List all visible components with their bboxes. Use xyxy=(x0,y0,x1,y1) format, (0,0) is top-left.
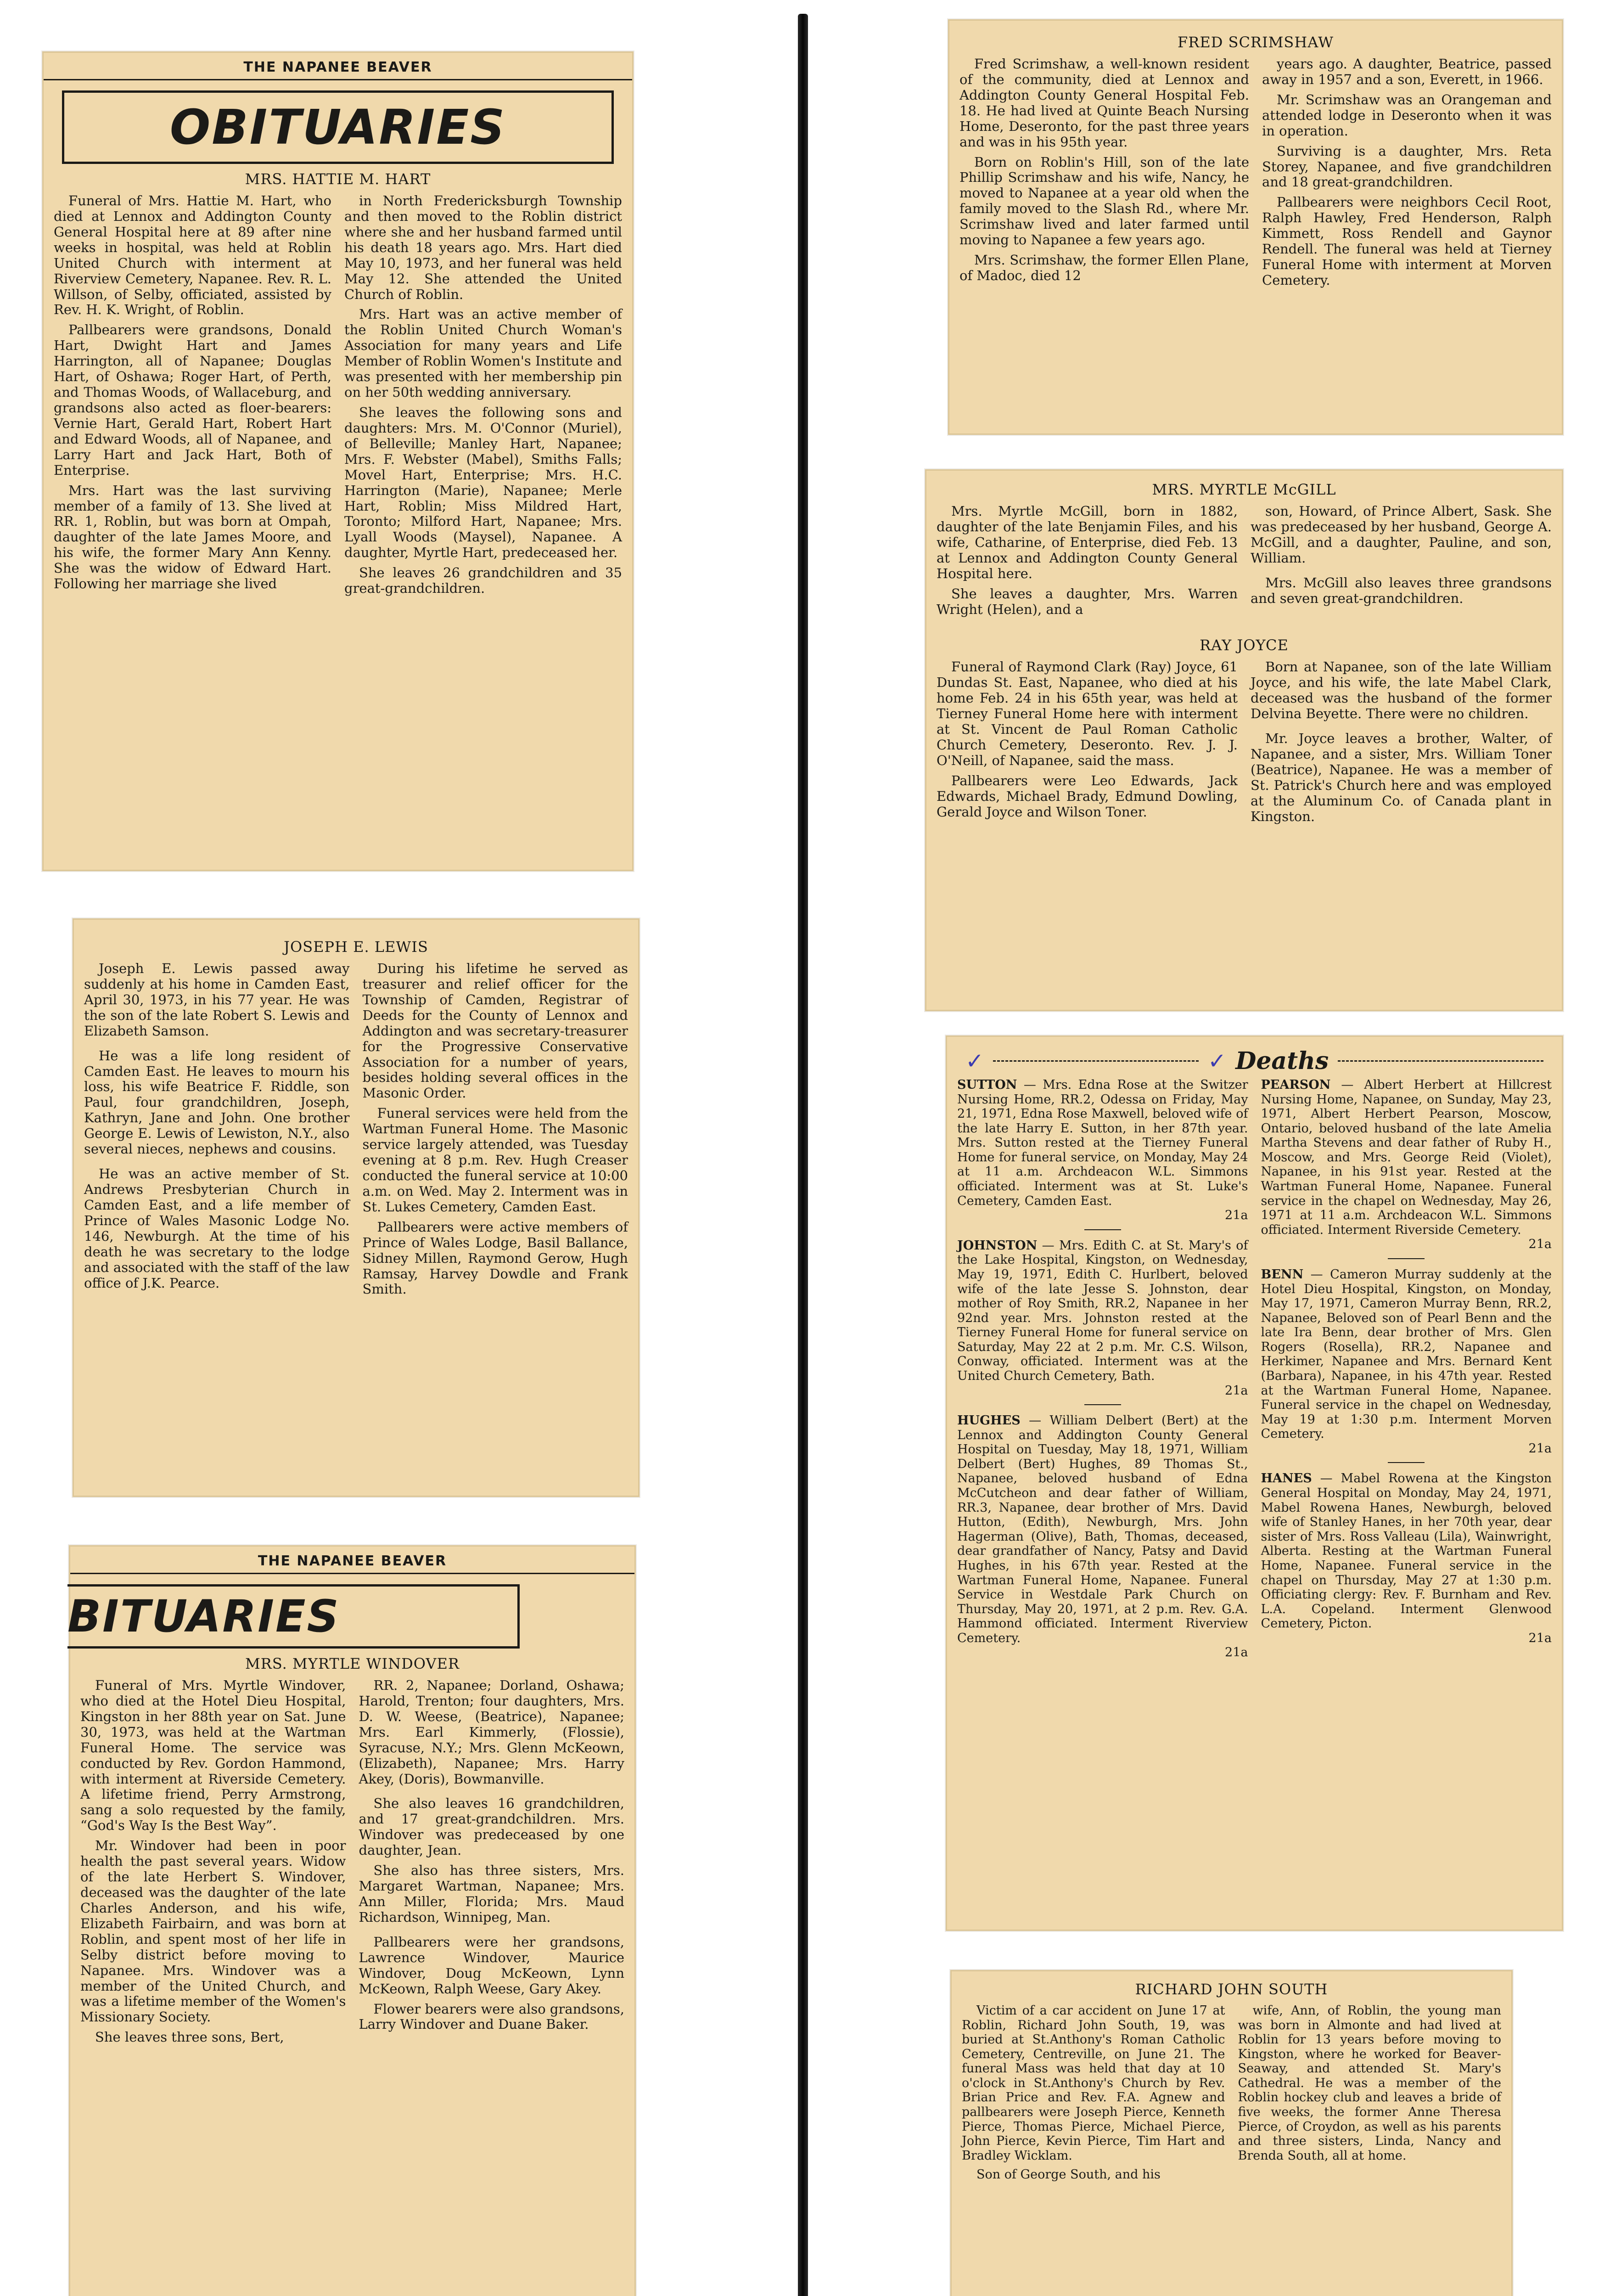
notice-code: 21a xyxy=(1528,1631,1552,1645)
clipping-south xyxy=(950,1970,1513,2296)
obituary-body xyxy=(74,961,638,1310)
column-right xyxy=(344,193,622,601)
notice-text: — Mabel Rowena at the Kingston General Hospital on Monday, May 24, 1971, Mabel Rowena Hanes, Newburgh, beloved wife of Stanley Hanes, in her 70th year, dear sister of Mrs. Ross Valleau (Lila), Wainwright, Alberta. Resting at the Wartman Funeral Home, Napanee. Funeral service in the chapel on Thursday, May 27 at 1:30 p.m. Officiating clergy: Rev. F. Burnham and Rev. L.A. Copeland. Interment Glenwood Cemetery, Picton. xyxy=(1261,1471,1552,1631)
paragraph: Flower bearers were also grandsons, Larry Windover and Duane Baker. xyxy=(359,2001,624,2032)
notice-text: — Mrs. Edith C. at St. Mary's of the Lake Hospital, Kingston, on Wednesday, May 19, 1971, Edith C. Hurlbert, beloved wife of the late Jesse S. Johnston, dear mother of Roy Smith, RR.2, Napanee in her 92nd year. Mrs. Johnston rested at the Tierney Funeral Home for funeral service on Saturday, May 22 at 2 p.m. Mr. C.S. Wilson, Conway, officiated. Interment was at the United Church Cemetery, Bath. xyxy=(957,1238,1248,1383)
paragraph: She leaves three sons, Bert, xyxy=(95,2029,284,2045)
obituary-heading: RAY JOYCE xyxy=(1200,636,1289,654)
paragraph: in North Fredericksburgh Township and then moved to the Roblin district where she and her husband farmed until his death 18 years ago. Mrs. Hart died May 10, 1973, and her funeral was held May 12. She attended the United Church of Roblin. xyxy=(344,193,622,302)
obituary-heading: FRED SCRIMSHAW xyxy=(1178,34,1334,51)
deaths-title xyxy=(947,1037,1562,1078)
section-title: Deaths xyxy=(1235,1047,1329,1075)
obituary-heading: MRS. HATTIE M. HART xyxy=(245,170,431,188)
clipping-scrimshaw xyxy=(948,19,1563,435)
column-right xyxy=(359,1678,625,2050)
paragraph: Pallbearers were grandsons, Donald Hart, Dwight Hart and James Harrington, all of Napanee; Douglas Hart, of Oshawa; Roger Hart, of Perth, and Thomas Woods, of Wallaceburg, and grandsons also acted as floer-bearers: Vernie Hart, Gerald Hart, Robert Hart and Edward Woods, all of Napanee, and Larry Hart and Jack Hart, Both of Enterprise. xyxy=(54,322,331,478)
notice-name: PEARSON xyxy=(1261,1078,1331,1092)
clipping-hart xyxy=(42,51,634,871)
obituary-body xyxy=(70,1678,634,2058)
clipping-windover xyxy=(69,1545,636,2296)
notice-text: — Cameron Murray suddenly at the Hotel Dieu Hospital, Kingston, on Monday, May 17, 1971, Cameron Murray Benn, RR.2, Napanee, Beloved son of Pearl Benn and the late Ira Benn, dear brother of Mrs. Glen Rogers (Rosella), RR.2, Napanee and Herkimer, Napanee and Mrs. Bernard Kent (Barbara), Napanee, in his 47th year. Rested at the Wartman Funeral Home, Napanee. Funeral service in the chapel on Wednesday, May 19 at 1:30 p.m. Interment Morven Cemetery. xyxy=(1261,1267,1552,1441)
obituary-heading: MRS. MYRTLE WINDOVER xyxy=(245,1655,460,1672)
clipping-mcgill-joyce xyxy=(925,469,1563,1011)
column-right xyxy=(1262,56,1552,293)
obituaries-banner: BITUARIES xyxy=(67,1584,520,1649)
paragraph: Mrs. Myrtle McGill, born in 1882, daughter of the late Benjamin Files, and his wife, Catharine, of Enterprise, died Feb. 13 at Lennox and Addington County General Hospital here. xyxy=(937,503,1238,581)
obituaries-banner: OBITUARIES xyxy=(62,90,614,164)
paragraph: Funeral of Mrs. Myrtle Windover, who died at the Hotel Dieu Hospital, Kingston in her 88th year on Sat. June 30, 1973, was held at the Wartman Funeral Home. The service was conducted by Rev. Gordon Hammond, with interment at Riverside Cemetery. A lifetime friend, Perry Armstrong, sang a solo requested by the family, “God's Way Is the Best Way”. xyxy=(80,1677,346,1834)
divider xyxy=(1388,1462,1425,1463)
paragraph: Funeral services were held from the Wartman Funeral Home. The Masonic service largely attended, was Tuesday evening at 8 p.m. Rev. Hugh Creaser conducted the funeral service at 10:00 a.m. on Wed. May 2. Interment was in St. Lukes Cemetery, Camden East. xyxy=(362,1105,628,1215)
death-notice xyxy=(1261,1267,1552,1456)
death-notice xyxy=(1261,1078,1552,1252)
obituary-body xyxy=(952,2003,1511,2195)
paragraph: Fred Scrimshaw, a well-known resident of the community, died at Lennox and Addington County General Hospital Feb. 18. He had lived at Quinte Beach Nursing Home, Deseronto, for the past three years and was in his 95th year. xyxy=(959,56,1249,150)
paragraph: Funeral of Raymond Clark (Ray) Joyce, 61 Dundas St. East, Napanee, who died at his home Feb. 24 in his 65th year, was held at Tierney Funeral Home here with interment at St. Vincent de Paul Roman Catholic Church Cemetery, Deseronto. Rev. J. J. O'Neill, of Napanee, said the mass. xyxy=(937,659,1238,768)
paragraph: Pallbearers were neighbors Cecil Root, Ralph Hawley, Fred Henderson, Ralph Kimmett, Ross Rendell and Gaynor Rendell. The funeral was held at Tierney Funeral Home with interment at Morven Cemetery. xyxy=(1262,194,1552,288)
paragraph: She also leaves 16 grandchildren, and 17 great-grandchildren. Mrs. Windover was predeceased by one daughter, Jean. xyxy=(359,1795,624,1858)
notice-text: — Albert Herbert at Hillcrest Nursing Home, Napanee, on Sunday, May 23, 1971, Albert Herbert Pearson, Moscow, Ontario, beloved husband of the late Amelia Martha Stevens and dear father of Ruby H., Moscow, and Mrs. George Reid (Violet), Napanee, in his 91st year. Rested at the Wartman Funeral Home, Napanee. Funeral service in the chapel on Wednesday, May 26, 1971 at 11 a.m. Archdeacon W.L. Simmons officiated. Interment Riverside Cemetery. xyxy=(1261,1078,1552,1237)
death-notice xyxy=(1261,1471,1552,1645)
clipping-deaths xyxy=(946,1035,1563,1931)
paragraph: Funeral of Mrs. Hattie M. Hart, who died at Lennox and Addington County General Hospital here at 89 after nine weeks in hospital, was held at Roblin United Church with interment at Riverview Cemetery, Napanee. Rev. R. L. Willson, of Selby, officiated, assisted by Rev. H. K. Wright, of Roblin. xyxy=(54,193,331,318)
paragraph: Mr. Joyce leaves a brother, Walter, of Napanee, and a sister, Mrs. William Toner (Beatrice), Napanee. He was a member of St. Patrick's Church here and was employed at the Aluminum Co. of Canada plant in Kingston. xyxy=(1251,731,1552,824)
paragraph: Victim of a car accident on June 17 at Roblin, Richard John South, 19, was buried at St.Anthony's Roman Catholic Cemetery, Centreville, on June 21. The funeral Mass was held that day at 10 o'clock in St.Anthony's Church by Rev. Brian Price and Rev. F.A. Agnew and pallbearers were Joseph Pierce, Kenneth Pierce, Thomas Pierce, Michael Pierce, John Pierce, Kevin Pierce, Tim Hart and Bradley Wicklam. xyxy=(962,2003,1225,2163)
notice-code: 21a xyxy=(1225,1645,1248,1660)
checkmark-icon: ✓ xyxy=(1208,1048,1227,1074)
paragraph: Pallbearers were her grandsons, Lawrence Windover, Maurice Windover, Doug McKeown, Lynn McKeown, Ralph Weese, Gary Akey. xyxy=(359,1934,624,1997)
column-left xyxy=(937,504,1238,622)
divider xyxy=(993,1060,1199,1062)
masthead: THE NAPANEE BEAVER xyxy=(70,1547,634,1574)
paragraph: Joseph E. Lewis passed away suddenly at his home in Camden East, April 30, 1973, in his 77 year. He was the son of the late Robert S. Lewis and Elizabeth Samson. xyxy=(84,961,350,1039)
notice-code: 21a xyxy=(1225,1383,1248,1398)
column-right xyxy=(1238,2003,1502,2187)
paragraph: Born on Roblin's Hill, son of the late Phillip Scrimshaw and his wife, Nancy, he moved to Napanee at a year old when the family moved to the Slash Rd., where Mr. Scrimshaw lived and later farmed until moving to Napanee a few years ago. xyxy=(959,154,1249,248)
paragraph: Mrs. Hart was an active member of the Roblin United Church Woman's Association for many years and Life Member of Roblin Women's Institute and was presented with her membership pin on her 50th wedding anniversary. xyxy=(344,306,622,400)
paragraph: He was an active member of St. Andrews Presbyterian Church in Camden East, and a life member of Prince of Wales Masonic Lodge No. 146, Newburgh. At the time of his death he was secretary to the lodge and associated with the staff of the law office of J.K. Pearce. xyxy=(84,1166,350,1291)
divider xyxy=(1084,1404,1121,1405)
paragraph: Surviving is a daughter, Mrs. Reta Storey, Napanee, and five grandchildren and 18 great-grandchildren. xyxy=(1262,143,1552,190)
paragraph: Pallbearers were Leo Edwards, Jack Edwards, Michael Brady, Edmund Dowling, Gerald Joyce and Wilson Toner. xyxy=(937,772,1238,820)
paragraph: Mr. Windover had been in poor health the past several years. Widow of the late Herbert S. Windover, deceased was the daughter of the late Charles Anderson, and his wife, Elizabeth Fairbairn, and was born at Roblin, and spent most of her life in Selby district before moving to Napanee. Mrs. Windover was a member of the United Church, and was a lifetime member of the Women's Missionary Society. xyxy=(80,1838,346,2025)
obituary-heading: JOSEPH E. LEWIS xyxy=(284,938,428,956)
paragraph: Mrs. Scrimshaw, the former Ellen Plane, of Madoc, died 12 xyxy=(959,252,1249,283)
binding-fold xyxy=(798,14,808,2296)
paragraph: wife, Ann, of Roblin, the young man was born in Almonte and had lived at Roblin for 13 years before moving to Kingston, where he worked for Beaver-Seaway, and attended St. Mary's Cathedral. He was a member of the Roblin hockey club and leaves a bride of five weeks, the former Anne Theresa Pierce, of Croydon, as well as his parents and three sisters, Linda, Nancy and Brenda South, all at home. xyxy=(1238,2003,1501,2163)
paragraph: He was a life long resident of Camden East. He leaves to mourn his loss, his wife Beatrice F. Riddle, son Paul, four grandchildren, Joseph, Kathryn, Jane and John. One brother George E. Lewis of Lewiston, N.Y., also several nieces, nephews and cousins. xyxy=(84,1047,350,1157)
column-left xyxy=(84,961,350,1302)
column-left xyxy=(959,56,1249,293)
paragraph: Mr. Scrimshaw was an Orangeman and attended lodge in Deseronto when it was in operation. xyxy=(1262,91,1552,139)
notice-code: 21a xyxy=(1528,1441,1552,1456)
checkmark-icon: ✓ xyxy=(965,1048,984,1074)
obituary-body xyxy=(926,659,1562,837)
paragraph: years ago. A daughter, Beatrice, passed away in 1957 and a son, Everett, in 1966. xyxy=(1262,56,1552,87)
column-left xyxy=(957,1078,1248,1666)
obituary-body xyxy=(926,504,1562,630)
notice-name: BENN xyxy=(1261,1267,1304,1282)
notice-code: 21a xyxy=(1225,1208,1248,1223)
column-left xyxy=(80,1678,346,2050)
notice-name: HUGHES xyxy=(957,1413,1021,1428)
divider xyxy=(1388,1258,1425,1259)
death-notice xyxy=(957,1413,1248,1660)
divider xyxy=(1338,1060,1543,1062)
paragraph: Born at Napanee, son of the late William Joyce, and his wife, the late Mabel Clark, deceased was the husband of the former Delvina Beyette. There were no children. xyxy=(1251,659,1552,722)
deaths-body xyxy=(947,1078,1562,1675)
column-left xyxy=(962,2003,1225,2187)
paragraph: During his lifetime he served as treasurer and relief officer for the Township of Camden, Registrar of Deeds for the County of Lennox and Addington and was secretary-treasurer for the Progressive Conservative Association for a number of years, besides holding several offices in the Masonic Order. xyxy=(362,961,628,1101)
notice-text: — Mrs. Edna Rose at the Switzer Nursing Home, RR.2, Odessa on Friday, May 21, 1971, Edna Rose Maxwell, beloved wife of the late Harry E. Sutton, in her 87th year. Mrs. Sutton rested at the Tierney Funeral Home for funeral service, on Monday, May 24 at 11 a.m. Archdeacon W.L. Simmons officiated. Interment was at St. Luke's Cemetery, Camden East. xyxy=(957,1078,1248,1208)
notice-code: 21a xyxy=(1528,1237,1552,1252)
paragraph: Pallbearers were active members of Prince of Wales Lodge, Basil Ballance, Sidney Millen, Raymond Gerow, Hugh Ramsay, Harvey Dowdle and Frank Smith. xyxy=(362,1219,628,1297)
paragraph: Mrs. Hart was the last surviving member of a family of 13. She lived at RR. 1, Roblin, but was born at Ompah, daughter of the late James Moore, and his wife, the former Mary Ann Kenny. She was the widow of Edward Hart. Following her marriage she lived xyxy=(54,482,331,592)
notice-text: — William Delbert (Bert) at the Lennox and Addington County General Hospital on Tuesday, May 18, 1971, William Delbert (Bert) Hughes, 89 Thomas St., Napanee, beloved husband of Edna McCutcheon and dear father of William, RR.3, Napanee, dear brother of Mrs. David Hutton, (Edith), Newburgh, Mrs. John Hagerman (Olive), Bath, Thomas, deceased, dear grandfather of Nancy, Patsy and David Hughes, in his 67th year. Rested at the Wartman Funeral Home, Napanee. Funeral Service in Westdale Park Church on Thursday, May 20, 1971, at 2 p.m. Rev. G.A. Hammond officiated. Interment Riverview Cemetery. xyxy=(957,1413,1248,1645)
paragraph: She also has three sisters, Mrs. Margaret Wartman, Napanee; Mrs. Ann Miller, Florida; Mrs. Maud Richardson, Winnipeg, Man. xyxy=(359,1863,624,1925)
column-left xyxy=(937,659,1238,829)
death-notice xyxy=(957,1238,1248,1398)
paragraph: She leaves a daughter, Mrs. Warren Wright (Helen), and a xyxy=(937,585,1238,617)
notice-name: HANES xyxy=(1261,1471,1312,1486)
obituary-body xyxy=(44,193,632,609)
obituary-heading: MRS. MYRTLE McGILL xyxy=(1152,481,1336,498)
obituary-heading: RICHARD JOHN SOUTH xyxy=(1135,1981,1328,1998)
paragraph: son, Howard, of Prince Albert, Sask. She was predeceased by her husband, George A. McGill, and a daughter, Pauline, and son, William. xyxy=(1251,503,1552,566)
column-right xyxy=(1261,1078,1552,1666)
masthead: THE NAPANEE BEAVER xyxy=(44,53,632,80)
death-notice xyxy=(957,1078,1248,1223)
obituary-body xyxy=(949,56,1562,301)
paragraph: She leaves 26 grandchildren and 35 great-grandchildren. xyxy=(344,565,622,597)
divider xyxy=(1084,1229,1121,1230)
paragraph: Son of George South, and his xyxy=(976,2167,1161,2182)
notice-name: SUTTON xyxy=(957,1078,1017,1092)
column-right xyxy=(1251,659,1552,829)
paragraph: Mrs. McGill also leaves three grandsons and seven great-grandchildren. xyxy=(1251,574,1552,606)
clipping-lewis xyxy=(73,918,640,1497)
column-right xyxy=(363,961,628,1302)
notice-name: JOHNSTON xyxy=(957,1238,1038,1253)
column-left xyxy=(54,193,331,601)
paragraph: She leaves the following sons and daughters: Mrs. M. O'Connor (Muriel), of Belleville; Manley Hart, Napanee; Mrs. F. Webster (Mabel), Smiths Falls; Movel Hart, Enterprise; Mrs. H.C. Harrington (Marie), Napanee; Merle Hart, Roblin; Miss Mildred Hart, Toronto; Milford Hart, Napanee; Mrs. Lyall Woods (Maysel), Napanee. A daughter, Myrtle Hart, predeceased her. xyxy=(344,404,622,561)
column-right xyxy=(1251,504,1552,622)
paragraph: RR. 2, Napanee; Dorland, Oshawa; Harold, Trenton; four daughters, Mrs. D. W. Weese, (Beatrice), Napanee; Mrs. Earl Kimmerly, (Flossie), Syracuse, N.Y.; Mrs. Glenn McKeown, (Elizabeth), Napanee; Mrs. Harry Akey, (Doris), Bowmanville. xyxy=(359,1677,624,1787)
